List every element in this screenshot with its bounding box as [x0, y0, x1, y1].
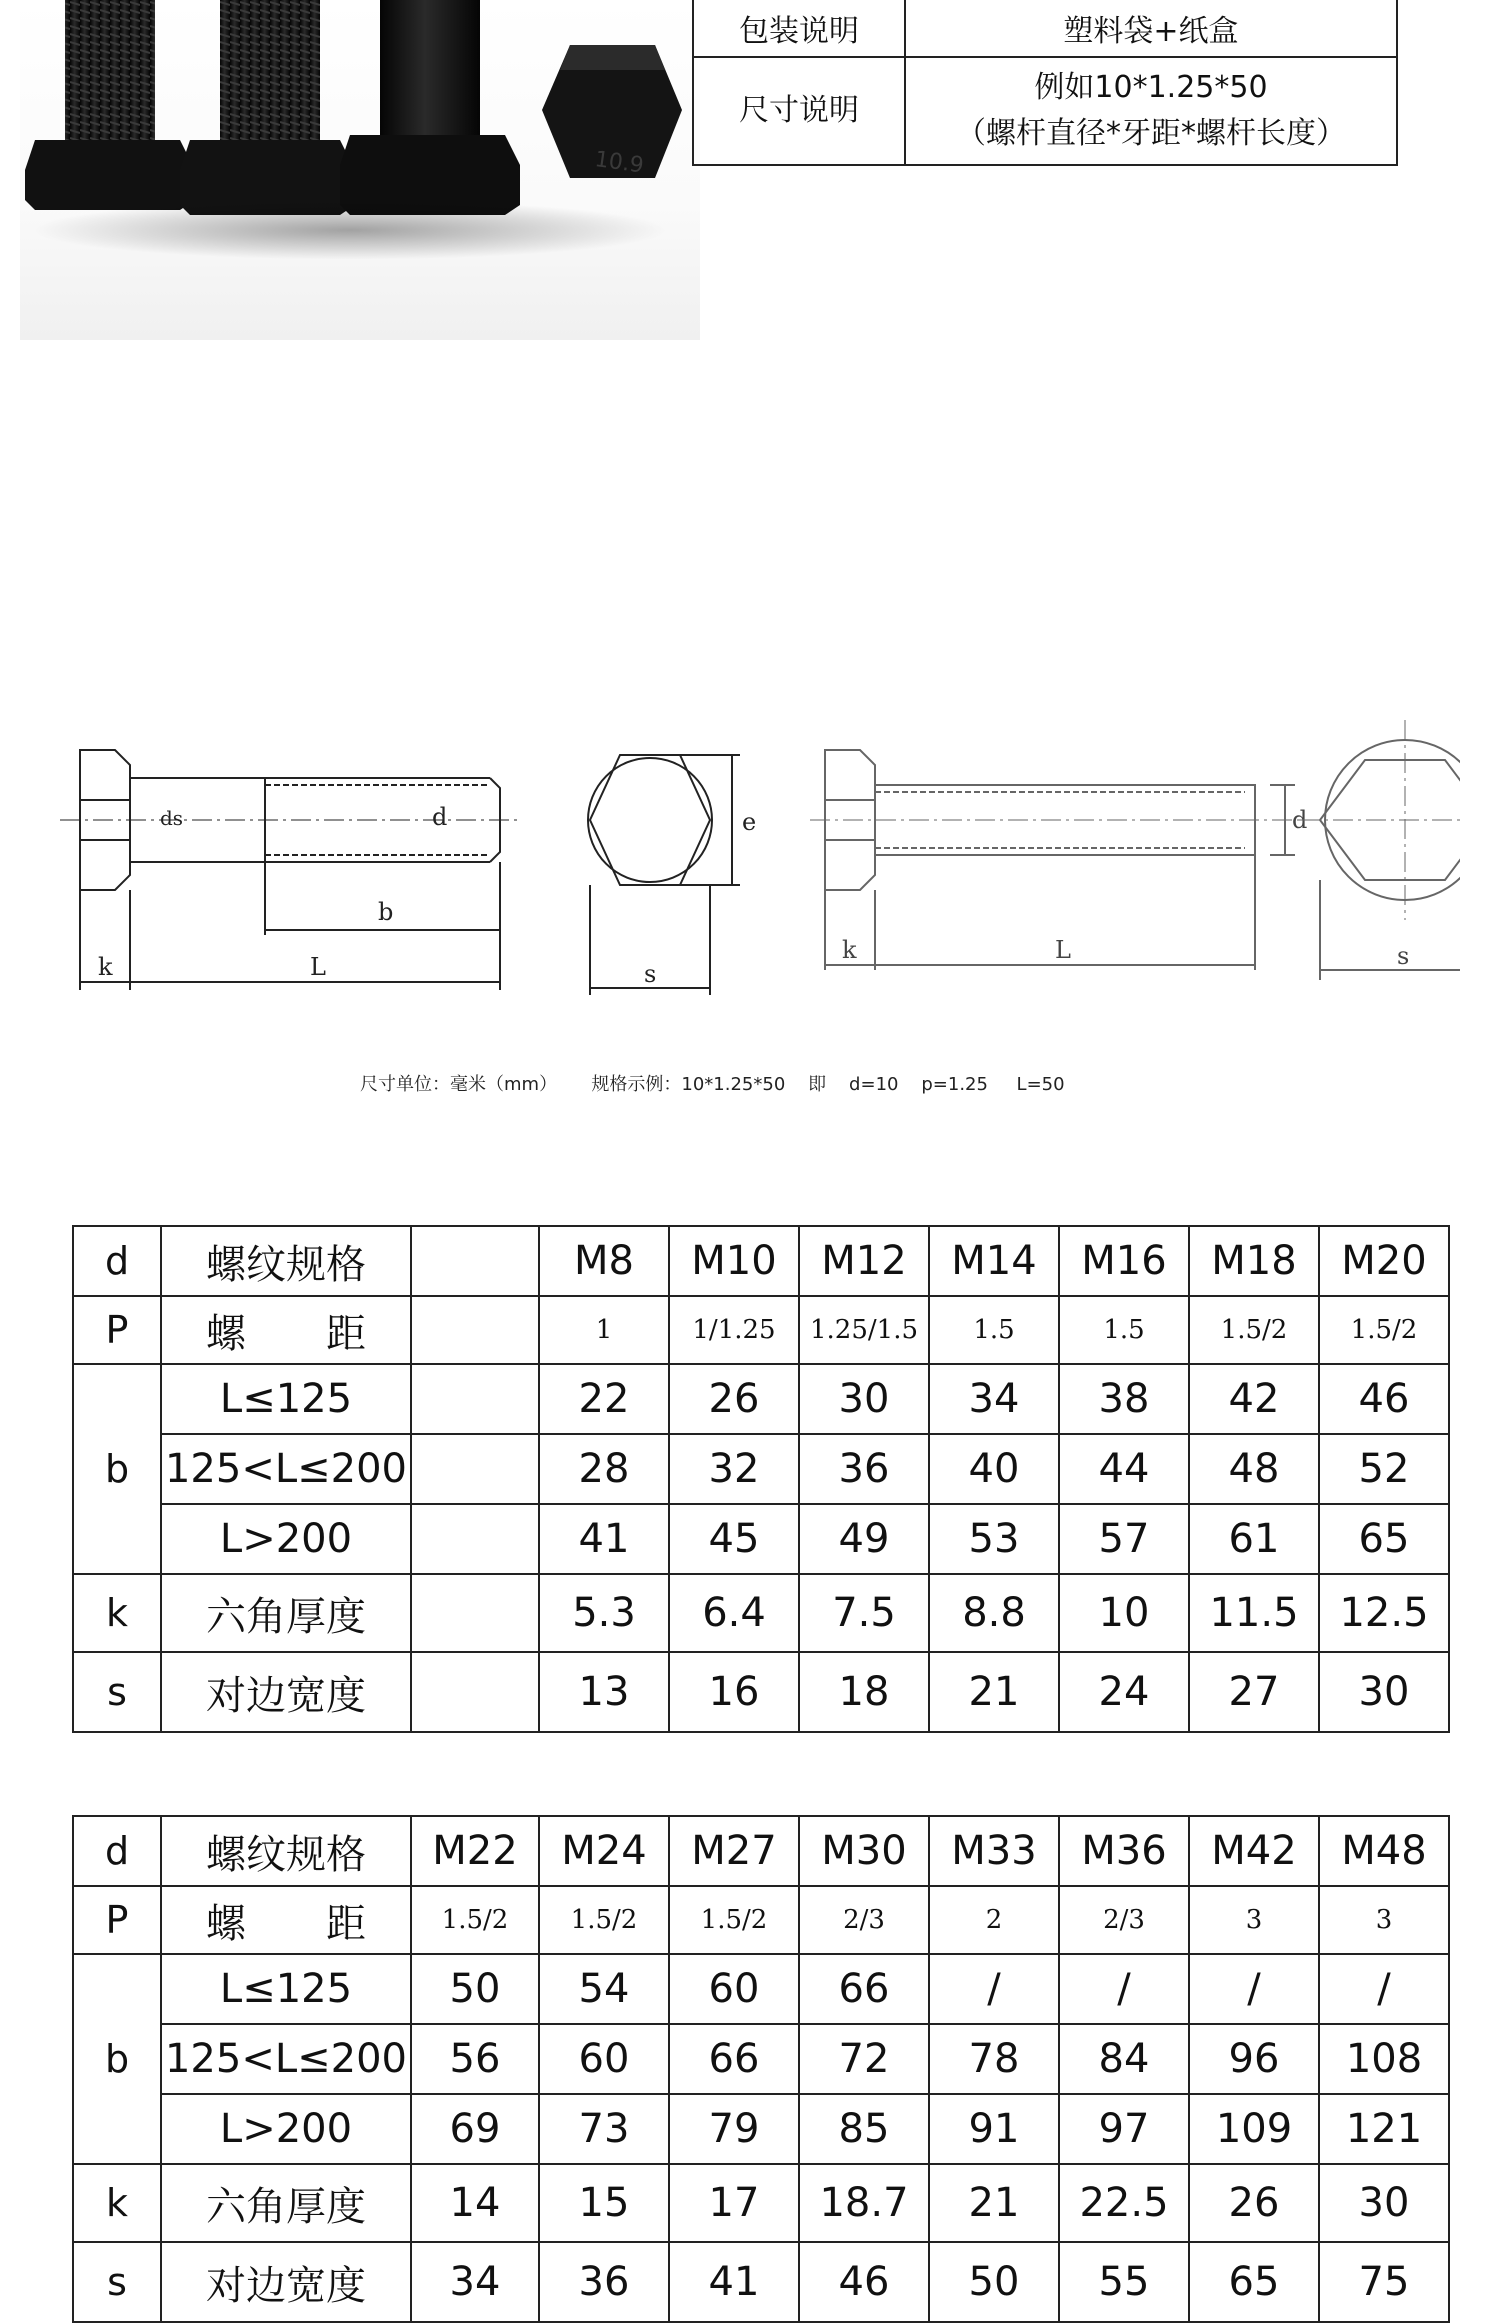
table-cell: 65	[1319, 1504, 1449, 1574]
table-cell: 50	[411, 1954, 539, 2024]
table-cell: 14	[411, 2164, 539, 2242]
table-cell: 11.5	[1189, 1574, 1319, 1652]
row-name: 125<L≤200	[161, 1434, 411, 1504]
table-cell: 109	[1189, 2094, 1319, 2164]
dimension-drawing	[60, 720, 1460, 1020]
left-bolt-drawing	[60, 750, 520, 990]
table-cell: 50	[929, 2242, 1059, 2322]
thread-length-row	[73, 1364, 1449, 1434]
table-cell: 66	[799, 1954, 929, 2024]
table-cell: 57	[1059, 1504, 1189, 1574]
table-cell: 1.5/2	[1189, 1296, 1319, 1364]
table-cell: 16	[669, 1652, 799, 1732]
table-cell: 5.3	[539, 1574, 669, 1652]
table-cell: M30	[799, 1816, 929, 1886]
table-cell: M48	[1319, 1816, 1449, 1886]
spec-table-1	[72, 1225, 1450, 1733]
right-bolt-drawing	[810, 750, 1307, 970]
row-name: L>200	[161, 1504, 411, 1574]
table-cell: 45	[669, 1504, 799, 1574]
row-name: 螺 距	[161, 1886, 411, 1954]
table-cell: 96	[1189, 2024, 1319, 2094]
bolt-2-shaft	[220, 0, 320, 140]
table-cell: 12.5	[1319, 1574, 1449, 1652]
table-cell: 52	[1319, 1434, 1449, 1504]
row-name: 螺 距	[161, 1296, 411, 1364]
table-cell: 46	[1319, 1364, 1449, 1434]
table-cell: M42	[1189, 1816, 1319, 1886]
bolt-drawings	[60, 720, 1460, 1020]
label-ds: ds	[160, 806, 184, 830]
head-height-row	[73, 2164, 1449, 2242]
label-k: k	[98, 953, 113, 981]
table-cell: 55	[1059, 2242, 1189, 2322]
row-name: 六角厚度	[161, 2164, 411, 2242]
size-value	[905, 57, 1397, 165]
table-cell: 60	[539, 2024, 669, 2094]
size-explanation: （螺杆直径*牙距*螺杆长度）	[956, 116, 1346, 151]
table-cell: M14	[929, 1226, 1059, 1296]
table-cell: 72	[799, 2024, 929, 2094]
table-cell: 108	[1319, 2024, 1449, 2094]
size-row	[693, 57, 1397, 165]
table-cell: 36	[799, 1434, 929, 1504]
bolt-3-shaft	[380, 0, 480, 140]
bolts-illustration	[20, 0, 700, 340]
bolt-grade-marking: 10.9	[593, 147, 646, 179]
row-name: 六角厚度	[161, 1574, 411, 1652]
table-cell: 32	[669, 1434, 799, 1504]
table-cell: 27	[1189, 1652, 1319, 1732]
label-b: b	[378, 898, 394, 926]
table-cell: 2	[929, 1886, 1059, 1954]
table-cell: 56	[411, 2024, 539, 2094]
table-cell: 121	[1319, 2094, 1449, 2164]
table-cell	[411, 1434, 539, 1504]
table-cell: 85	[799, 2094, 929, 2164]
label-d-right: d	[1292, 806, 1308, 834]
label-k-right: k	[842, 936, 857, 964]
label-L: L	[310, 953, 326, 981]
table-cell: 60	[669, 1954, 799, 2024]
table-cell: 1.5/2	[411, 1886, 539, 1954]
label-s: s	[644, 960, 657, 988]
table-cell: 97	[1059, 2094, 1189, 2164]
symbol-s: s	[73, 2242, 161, 2322]
table-cell: 54	[539, 1954, 669, 2024]
table-cell: 66	[669, 2024, 799, 2094]
table-cell: M12	[799, 1226, 929, 1296]
row-name: L≤125	[161, 1954, 411, 2024]
symbol-p: P	[73, 1886, 161, 1954]
table-cell: M33	[929, 1816, 1059, 1886]
packaging-value: 塑料袋+纸盒	[905, 0, 1397, 57]
packaging-label: 包装说明	[693, 0, 905, 57]
row-name: 对边宽度	[161, 2242, 411, 2322]
spec-table-2	[72, 1815, 1450, 2323]
table-cell: 18.7	[799, 2164, 929, 2242]
table-cell	[411, 1504, 539, 1574]
left-hex-view	[588, 755, 756, 995]
table-cell: /	[1319, 1954, 1449, 2024]
table-cell: 75	[1319, 2242, 1449, 2322]
table-cell: 1/1.25	[669, 1296, 799, 1364]
thread-length-row	[73, 1954, 1449, 2024]
table-cell: 34	[929, 1364, 1059, 1434]
pitch-row	[73, 1886, 1449, 1954]
pitch-row	[73, 1296, 1449, 1364]
table-cell: M36	[1059, 1816, 1189, 1886]
info-table	[692, 0, 1398, 166]
table-cell: 26	[669, 1364, 799, 1434]
bolt-1-head	[25, 140, 195, 210]
units-note: 尺寸单位：毫米（mm） 规格示例：10*1.25*50 即 d=10 p=1.25 L=50	[360, 1074, 1065, 1095]
table-cell: 34	[411, 2242, 539, 2322]
table-cell: 1.5/2	[539, 1886, 669, 1954]
across-flats-row	[73, 1652, 1449, 1732]
table-cell: M24	[539, 1816, 669, 1886]
table-cell: 6.4	[669, 1574, 799, 1652]
symbol-b: b	[73, 1364, 161, 1574]
table-cell: 61	[1189, 1504, 1319, 1574]
symbol-s: s	[73, 1652, 161, 1732]
table-cell: 78	[929, 2024, 1059, 2094]
row-name: L≤125	[161, 1364, 411, 1434]
right-hex-view	[1300, 720, 1460, 980]
thread-size-row	[73, 1226, 1449, 1296]
symbol-d: d	[73, 1226, 161, 1296]
thread-size-row	[73, 1816, 1449, 1886]
label-s-right: s	[1397, 942, 1410, 970]
table-cell: 18	[799, 1652, 929, 1732]
packaging-row	[693, 0, 1397, 57]
symbol-b: b	[73, 1954, 161, 2164]
table-cell: 44	[1059, 1434, 1189, 1504]
table-cell: 1.25/1.5	[799, 1296, 929, 1364]
table-cell: M22	[411, 1816, 539, 1886]
table-cell: 1.5/2	[1319, 1296, 1449, 1364]
table-cell: 10	[1059, 1574, 1189, 1652]
table-cell: 53	[929, 1504, 1059, 1574]
table-cell: 24	[1059, 1652, 1189, 1732]
table-cell	[411, 1226, 539, 1296]
table-cell: 1	[539, 1296, 669, 1364]
thread-length-row	[73, 1504, 1449, 1574]
table-cell	[411, 1364, 539, 1434]
symbol-k: k	[73, 2164, 161, 2242]
table-cell: M8	[539, 1226, 669, 1296]
table-cell: 65	[1189, 2242, 1319, 2322]
table-cell: M10	[669, 1226, 799, 1296]
row-name: 螺纹规格	[161, 1226, 411, 1296]
table-cell	[411, 1652, 539, 1732]
table-cell: 84	[1059, 2024, 1189, 2094]
label-L-right: L	[1055, 936, 1071, 964]
row-name: 螺纹规格	[161, 1816, 411, 1886]
table-cell: 41	[539, 1504, 669, 1574]
bolt-1-shaft	[65, 0, 155, 140]
thread-length-row	[73, 2024, 1449, 2094]
label-e: e	[742, 808, 757, 836]
symbol-d: d	[73, 1816, 161, 1886]
table-cell: 42	[1189, 1364, 1319, 1434]
table-cell: 22	[539, 1364, 669, 1434]
row-name: L>200	[161, 2094, 411, 2164]
table-cell: 2/3	[1059, 1886, 1189, 1954]
table-cell: 36	[539, 2242, 669, 2322]
symbol-p: P	[73, 1296, 161, 1364]
symbol-k: k	[73, 1574, 161, 1652]
row-name: 125<L≤200	[161, 2024, 411, 2094]
thread-length-row	[73, 2094, 1449, 2164]
across-flats-row	[73, 2242, 1449, 2322]
table-cell: 3	[1319, 1886, 1449, 1954]
table-cell: 41	[669, 2242, 799, 2322]
table-cell: 1.5/2	[669, 1886, 799, 1954]
table-cell	[411, 1574, 539, 1652]
table-cell: 22.5	[1059, 2164, 1189, 2242]
table-cell: 91	[929, 2094, 1059, 2164]
table-cell: 13	[539, 1652, 669, 1732]
table-cell: 21	[929, 2164, 1059, 2242]
table-cell: 15	[539, 2164, 669, 2242]
table-cell: 40	[929, 1434, 1059, 1504]
product-photo	[20, 0, 700, 340]
row-name: 对边宽度	[161, 1652, 411, 1732]
size-example: 例如10*1.25*50	[1034, 70, 1268, 105]
table-cell: 48	[1189, 1434, 1319, 1504]
table-cell: 46	[799, 2242, 929, 2322]
table-cell: M27	[669, 1816, 799, 1886]
table-cell: 69	[411, 2094, 539, 2164]
table-cell: 21	[929, 1652, 1059, 1732]
table-cell: M18	[1189, 1226, 1319, 1296]
table-cell: 26	[1189, 2164, 1319, 2242]
table-cell: 30	[1319, 1652, 1449, 1732]
table-cell: 1.5	[929, 1296, 1059, 1364]
table-cell	[411, 1296, 539, 1364]
thread-length-row	[73, 1434, 1449, 1504]
table-cell: /	[929, 1954, 1059, 2024]
table-cell: M16	[1059, 1226, 1189, 1296]
table-cell: 17	[669, 2164, 799, 2242]
table-cell: 2/3	[799, 1886, 929, 1954]
table-cell: M20	[1319, 1226, 1449, 1296]
size-label: 尺寸说明	[693, 57, 905, 165]
table-cell: 28	[539, 1434, 669, 1504]
table-cell: 3	[1189, 1886, 1319, 1954]
table-cell: 30	[1319, 2164, 1449, 2242]
head-height-row	[73, 1574, 1449, 1652]
photo-shadow	[30, 200, 670, 260]
table-cell: 38	[1059, 1364, 1189, 1434]
table-cell: 7.5	[799, 1574, 929, 1652]
table-cell: /	[1189, 1954, 1319, 2024]
table-cell: 1.5	[1059, 1296, 1189, 1364]
table-cell: 8.8	[929, 1574, 1059, 1652]
table-cell: 73	[539, 2094, 669, 2164]
table-cell: /	[1059, 1954, 1189, 2024]
table-cell: 30	[799, 1364, 929, 1434]
table-cell: 49	[799, 1504, 929, 1574]
label-d: d	[432, 803, 448, 831]
table-cell: 79	[669, 2094, 799, 2164]
